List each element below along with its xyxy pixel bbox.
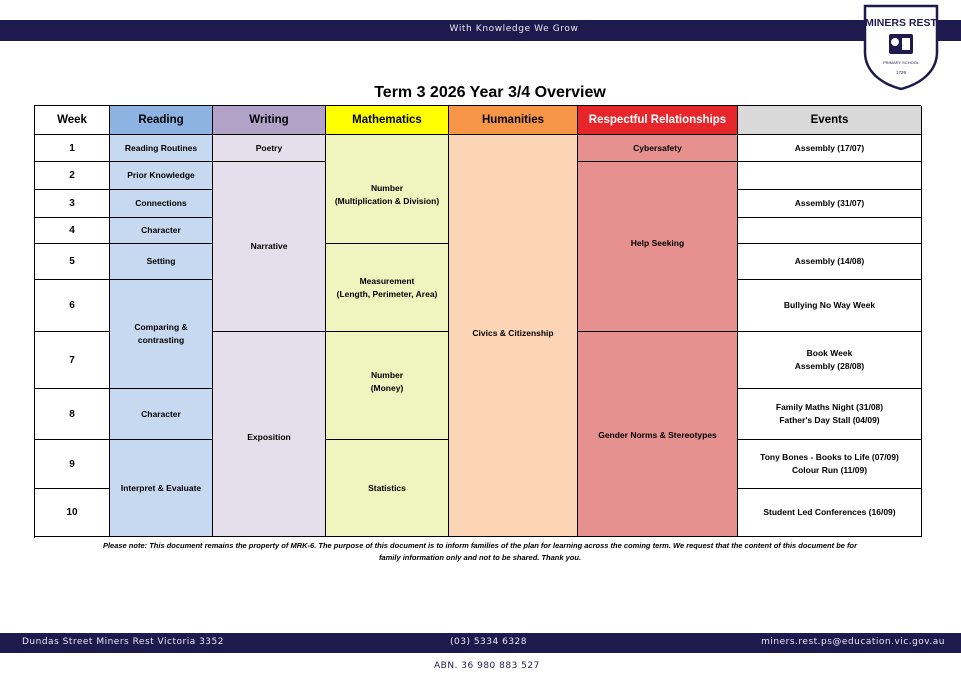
event-line: Tony Bones - Books to Life (07/09) [760, 452, 899, 462]
event-line: Book Week [806, 348, 853, 358]
event-line: Assembly (28/08) [794, 361, 865, 371]
logo-subtitle: PRIMARY SCHOOL [882, 60, 920, 65]
week-number: 2 [35, 162, 110, 190]
mathematics-cell [326, 440, 449, 537]
footer-email: miners.rest.ps@education.vic.gov.au [761, 637, 945, 647]
event-line: Assembly (31/07) [794, 198, 865, 208]
event-cell [738, 280, 922, 332]
event-cell [738, 332, 922, 389]
event-cell [738, 135, 922, 162]
writing-cell: Poetry [213, 135, 326, 162]
reading-cell: Connections [110, 190, 213, 218]
math-topic: Statistics [368, 482, 406, 493]
mathematics-cell [326, 332, 449, 440]
mathematics-cell [326, 135, 449, 244]
note-line: family information only and not to be shared. Thank you. [378, 552, 582, 562]
event-cell [738, 389, 922, 440]
week-number: 3 [35, 190, 110, 218]
school-logo [862, 4, 940, 90]
header-writing: Writing [213, 106, 326, 135]
reading-cell: Character [110, 389, 213, 440]
mathematics-cell [326, 244, 449, 332]
note-line: Please note: This document remains the property of MRK-6. The purpose of this document is to inform families of the plan for learning across the coming term. We request that the content of this document be for [102, 541, 858, 550]
math-subtopic: (Multiplication & Division) [334, 196, 440, 206]
event-line: Assembly (17/07) [794, 142, 865, 153]
reading-cell: Character [110, 218, 213, 244]
event-line: Father's Day Stall (04/09) [779, 415, 880, 425]
event-line: Student Led Conferences (16/09) [763, 507, 896, 517]
disclaimer-note [60, 540, 900, 563]
math-subtopic: (Length, Perimeter, Area) [336, 288, 438, 299]
header-reading: Reading [110, 106, 213, 135]
math-topic: Number [370, 183, 404, 193]
week-number: 5 [35, 244, 110, 280]
footer-phone: (03) 5334 6328 [450, 637, 528, 647]
header-humanities: Humanities [449, 106, 578, 135]
week-number: 1 [35, 135, 110, 162]
respectful-relationships-cell: Gender Norms & Stereotypes [578, 332, 738, 537]
header-respectful-relationships: Respectful Relationships [578, 106, 738, 135]
reading-cell: Reading Routines [110, 135, 213, 162]
overview-table [34, 105, 921, 538]
week-number: 4 [35, 218, 110, 244]
event-cell [738, 244, 922, 280]
event-line: Colour Run (11/09) [791, 465, 868, 475]
week-number: 6 [35, 280, 110, 332]
reading-cell: Setting [110, 244, 213, 280]
math-topic: Number [370, 369, 404, 380]
logo-year: 1729 [895, 70, 907, 75]
event-cell [738, 218, 922, 244]
math-topic: Measurement [359, 275, 415, 286]
reading-cell: Comparing & contrasting [110, 280, 213, 389]
week-number: 8 [35, 389, 110, 440]
top-banner [0, 20, 961, 41]
writing-cell: Narrative [213, 162, 326, 332]
page-title: Term 3 2026 Year 3/4 Overview [374, 84, 606, 101]
footer-abn: ABN. 36 980 883 527 [434, 661, 540, 671]
week-number: 10 [35, 489, 110, 537]
writing-cell: Exposition [213, 332, 326, 537]
event-line: Bullying No Way Week [783, 300, 876, 310]
event-line: Family Maths Night (31/08) [775, 402, 884, 412]
week-number: 7 [35, 332, 110, 389]
respectful-relationships-cell: Cybersafety [578, 135, 738, 162]
event-cell [738, 489, 922, 537]
header-events: Events [738, 106, 922, 135]
respectful-relationships-cell: Help Seeking [578, 162, 738, 332]
reading-cell: Interpret & Evaluate [110, 440, 213, 537]
footer-address: Dundas Street Miners Rest Victoria 3352 [22, 637, 224, 647]
event-cell [738, 190, 922, 218]
reading-cell: Prior Knowledge [110, 162, 213, 190]
footer-banner [0, 633, 961, 653]
event-cell [738, 440, 922, 489]
humanities-cell: Civics & Citizenship [449, 135, 578, 537]
header-mathematics: Mathematics [326, 106, 449, 135]
event-cell [738, 162, 922, 190]
header-week: Week [35, 106, 110, 135]
math-subtopic: (Money) [370, 382, 404, 393]
event-line: Assembly (14/08) [794, 256, 865, 266]
school-motto: With Knowledge We Grow [449, 24, 579, 34]
logo-text: MINERS REST [865, 17, 937, 29]
week-number: 9 [35, 440, 110, 489]
